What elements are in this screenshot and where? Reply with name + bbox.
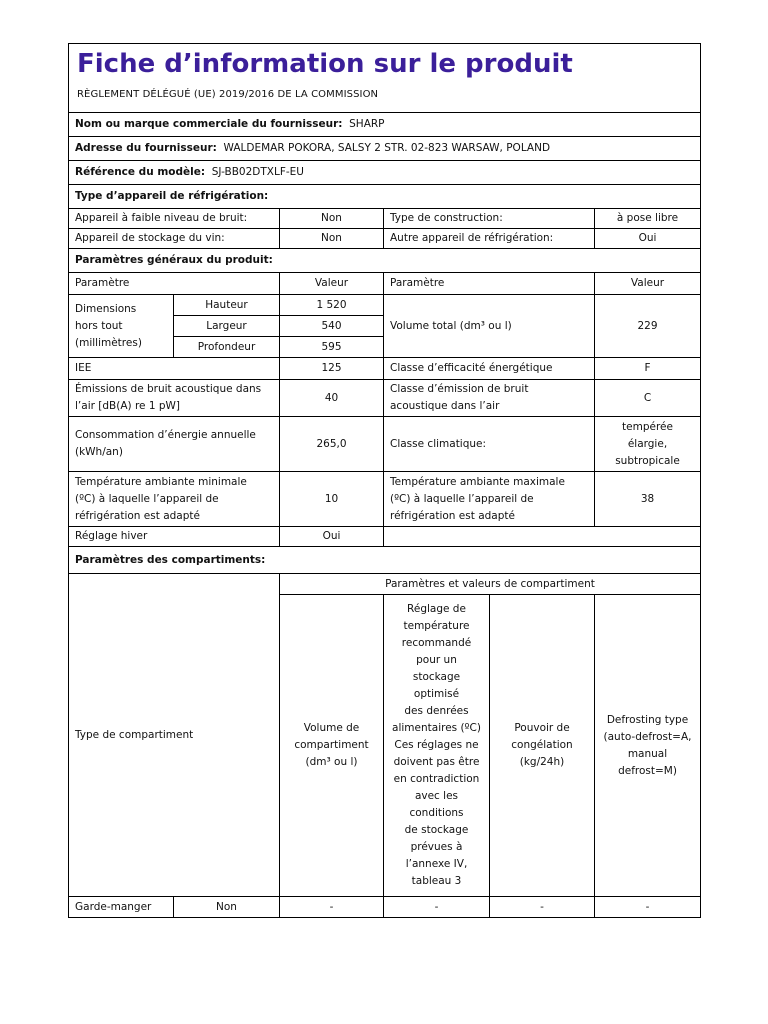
defrosting-type-header: Defrosting type (auto-defrost=A, manual defrost=M) <box>595 595 701 897</box>
min-temperature-value: 10 <box>280 472 384 527</box>
supplier-name-value: SHARP <box>349 118 385 130</box>
low-noise-value: Non <box>280 209 384 229</box>
depth-value: 595 <box>280 337 384 358</box>
product-information-sheet <box>68 43 700 918</box>
noise-class-label: Classe d’émission de bruit acoustique dans l’air <box>384 380 595 417</box>
other-appliance-value: Oui <box>595 229 701 249</box>
construction-type-value: à pose libre <box>595 209 701 229</box>
page-title: Fiche d’information sur le produit <box>77 49 573 79</box>
compartment-volume-header: Volume de compartiment (dm³ ou l) <box>280 595 384 897</box>
table-row <box>69 897 701 918</box>
compartment-type-label: Type de compartiment <box>69 574 280 897</box>
width-label: Largeur <box>174 316 280 337</box>
regulation-subtitle: RÈGLEMENT DÉLÉGUÉ (UE) 2019/2016 DE LA COMMISSION <box>77 89 379 100</box>
compartment-temperature: - <box>384 897 490 918</box>
width-value: 540 <box>280 316 384 337</box>
value-column-header: Valeur <box>280 273 384 295</box>
energy-class-label: Classe d’efficacité énergétique <box>384 358 595 380</box>
depth-label: Profondeur <box>174 337 280 358</box>
noise-class-value: C <box>595 380 701 417</box>
supplier-name-row <box>69 113 701 137</box>
climate-class-label: Classe climatique: <box>384 417 595 472</box>
compartment-parameters-heading: Paramètres des compartiments: <box>69 547 701 574</box>
model-reference-label: Référence du modèle: <box>75 166 206 178</box>
supplier-address-row <box>69 137 701 161</box>
supplier-address-value: WALDEMAR POKORA, SALSY 2 STR. 02-823 WARSAW, POLAND <box>223 142 551 154</box>
dimensions-label: Dimensions hors tout (millimètres) <box>69 295 174 358</box>
param-column-header: Paramètre <box>69 273 280 295</box>
height-label: Hauteur <box>174 295 280 316</box>
other-appliance-label: Autre appareil de réfrigération: <box>384 229 595 249</box>
general-parameters-heading: Paramètres généraux du produit: <box>69 249 701 273</box>
freezing-capacity-header: Pouvoir de congélation (kg/24h) <box>490 595 595 897</box>
energy-class-value: F <box>595 358 701 380</box>
low-noise-label: Appareil à faible niveau de bruit: <box>69 209 280 229</box>
model-reference-row <box>69 161 701 185</box>
construction-type-label: Type de construction: <box>384 209 595 229</box>
eei-label: IEE <box>69 358 280 380</box>
compartment-freezing: - <box>490 897 595 918</box>
param-column-header-right: Paramètre <box>384 273 595 295</box>
max-temperature-label: Température ambiante maximale (ºC) à laquelle l’appareil de réfrigération est adapté <box>384 472 595 527</box>
eei-value: 125 <box>280 358 384 380</box>
annual-consumption-label: Consommation d’énergie annuelle (kWh/an) <box>69 417 280 472</box>
noise-emission-value: 40 <box>280 380 384 417</box>
winter-setting-value: Oui <box>280 527 384 547</box>
compartment-group-header: Paramètres et valeurs de compartiment <box>280 574 701 595</box>
compartment-name: Garde-manger <box>69 897 174 918</box>
supplier-name-label: Nom ou marque commerciale du fournisseur: <box>75 118 343 130</box>
product-sheet-table <box>68 43 701 918</box>
value-column-header-right: Valeur <box>595 273 701 295</box>
total-volume-value: 229 <box>595 295 701 358</box>
noise-emission-label: Émissions de bruit acoustique dans l’air [dB(A) re 1 pW] <box>69 380 280 417</box>
total-volume-label: Volume total (dm³ ou l) <box>384 295 595 358</box>
climate-class-value: tempérée élargie, subtropicale <box>595 417 701 472</box>
wine-storage-value: Non <box>280 229 384 249</box>
min-temperature-label: Température ambiante minimale (ºC) à laquelle l’appareil de réfrigération est adapté <box>69 472 280 527</box>
wine-storage-label: Appareil de stockage du vin: <box>69 229 280 249</box>
compartment-volume: - <box>280 897 384 918</box>
supplier-address-label: Adresse du fournisseur: <box>75 142 217 154</box>
winter-setting-label: Réglage hiver <box>69 527 280 547</box>
empty-cell <box>384 527 701 547</box>
annual-consumption-value: 265,0 <box>280 417 384 472</box>
recommended-temperature-header: Réglage de température recommandé pour un stockage optimisé des denrées alimentaires (ºC) Ces réglages ne doivent pas être en contradiction avec les conditions de stockage prévues à l’annexe IV, tableau 3 <box>384 595 490 897</box>
height-value: 1 520 <box>280 295 384 316</box>
title-cell <box>69 44 701 113</box>
appliance-type-heading: Type d’appareil de réfrigération: <box>69 185 701 209</box>
max-temperature-value: 38 <box>595 472 701 527</box>
compartment-defrost: - <box>595 897 701 918</box>
compartment-present: Non <box>174 897 280 918</box>
model-reference-value: SJ-BB02DTXLF-EU <box>211 166 304 178</box>
